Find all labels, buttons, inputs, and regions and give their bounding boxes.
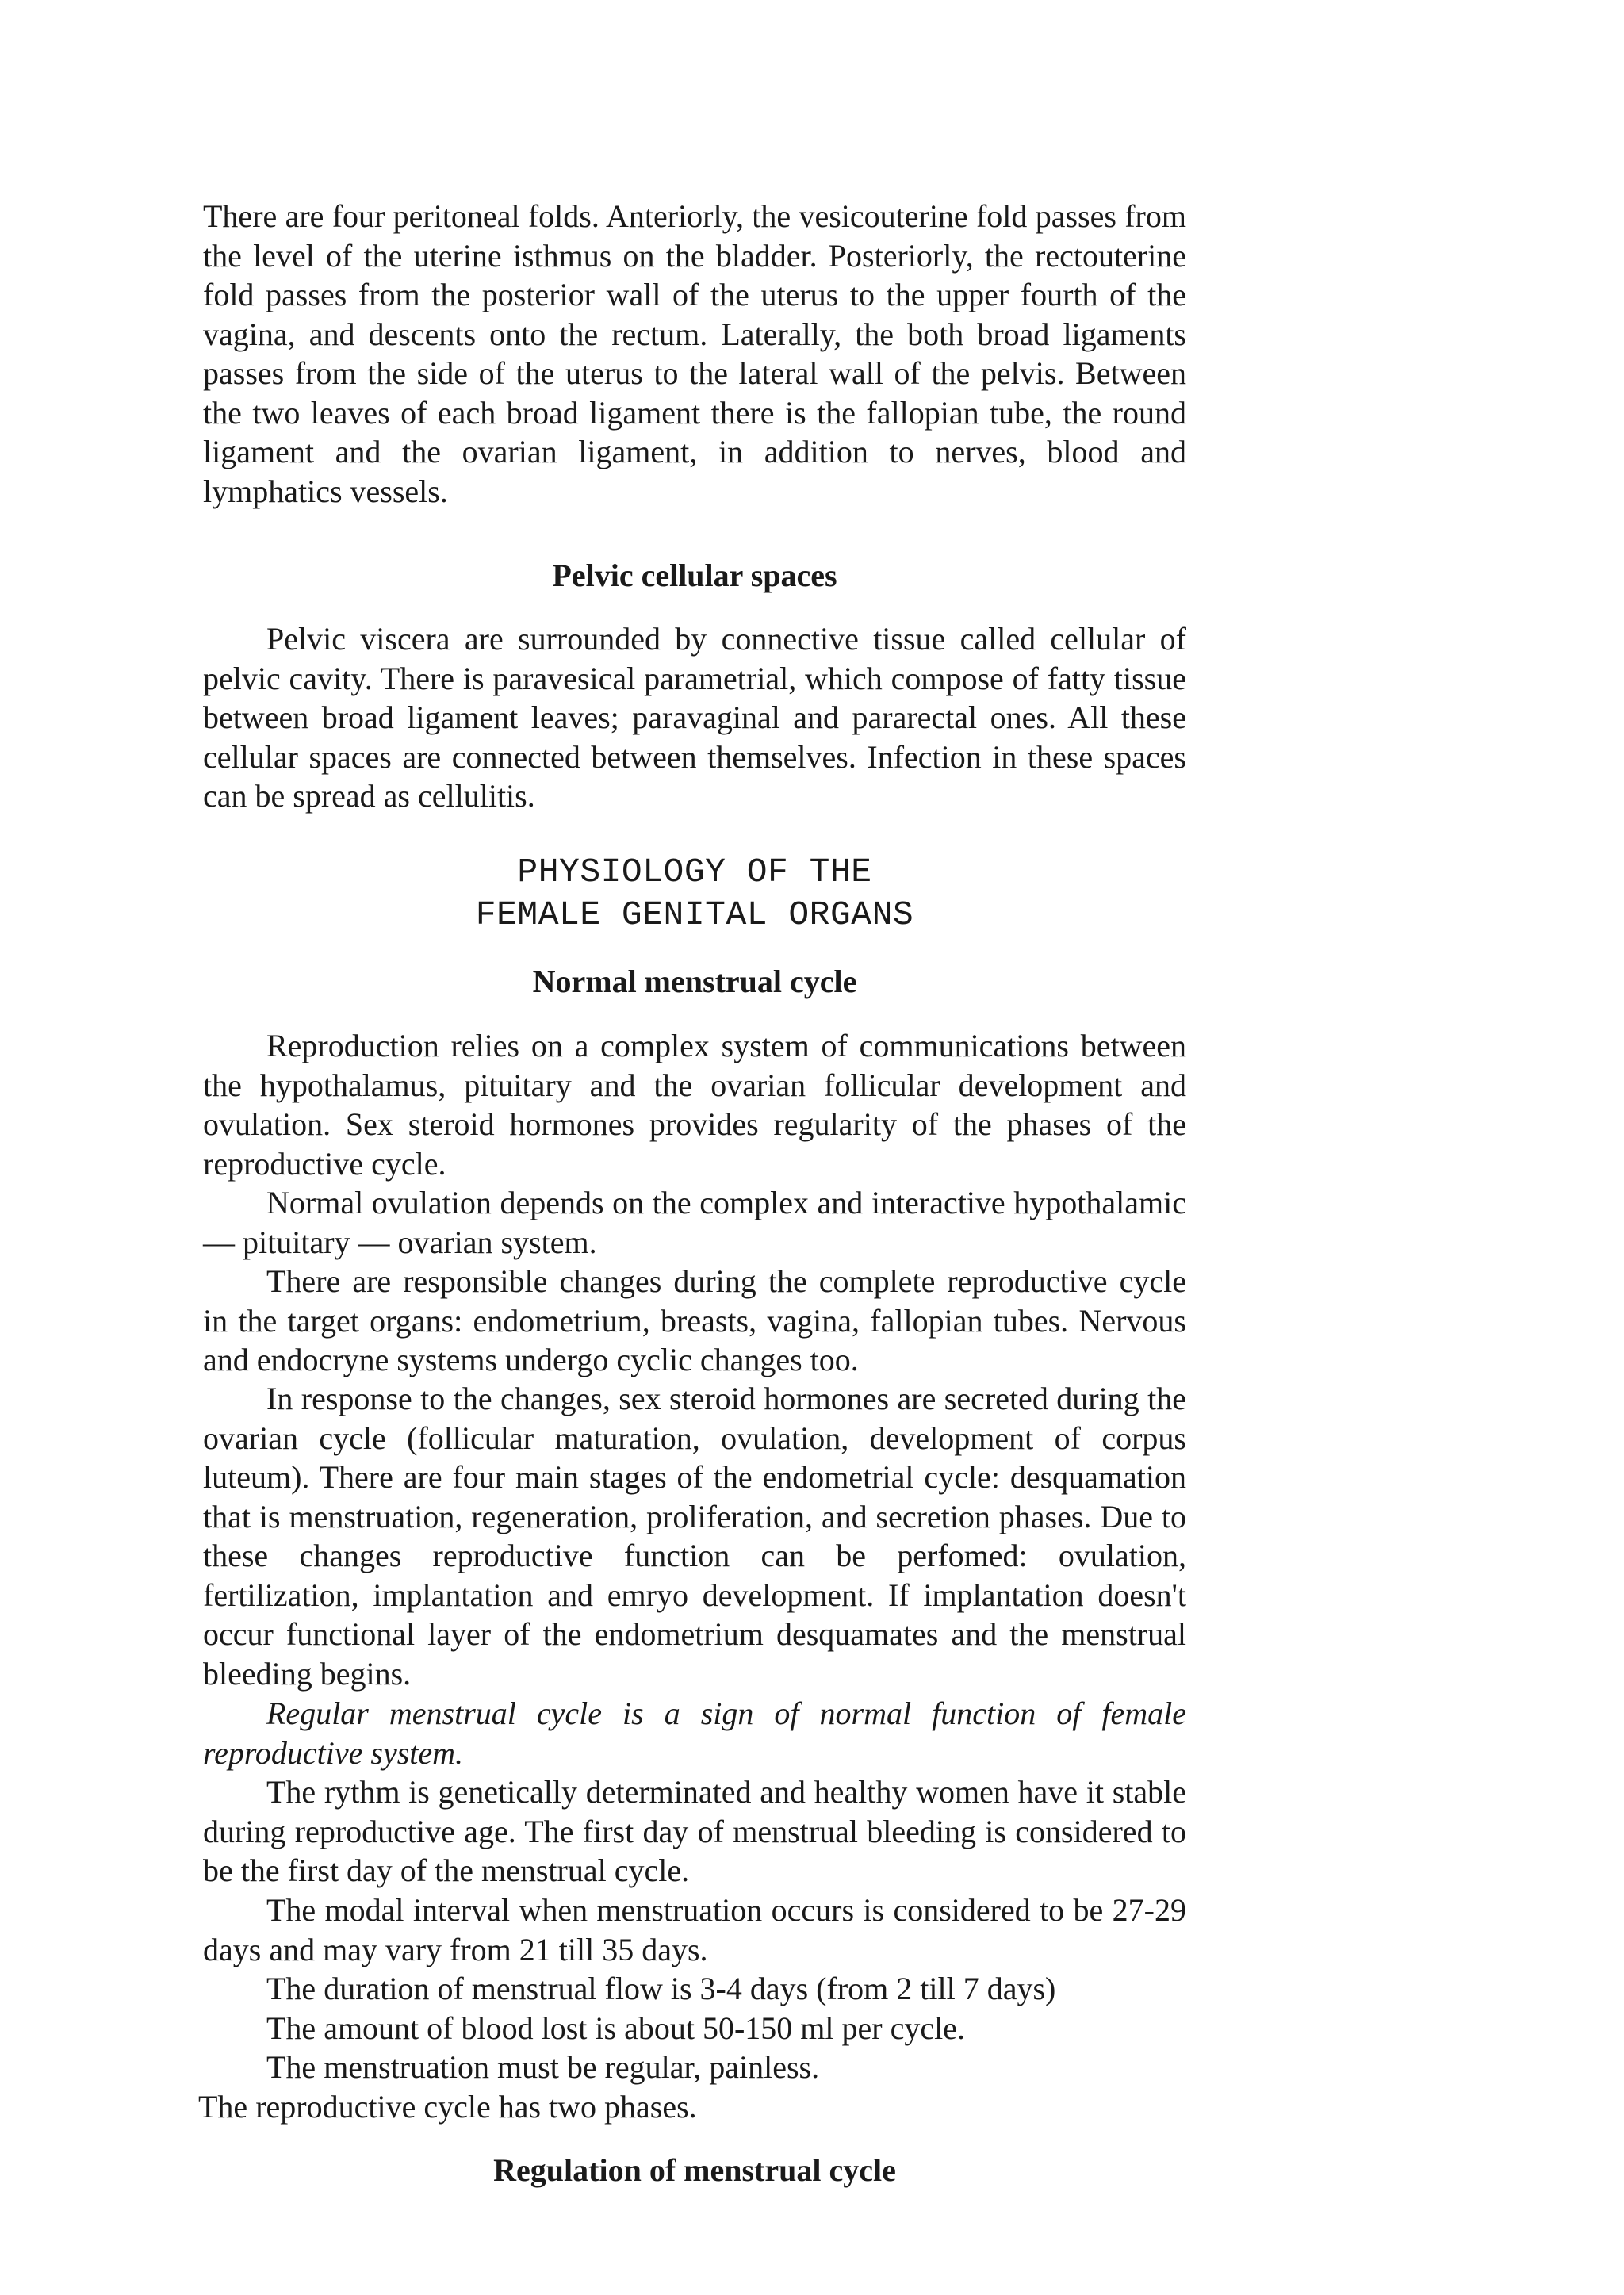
paragraph-hormone-response: In response to the changes, sex steroid hormones are secreted during the ovarian cycle (follicular maturation, ovulation, development of corpus luteum). There are four main stages of the endometrial cycle: desquamation that is menstruation, regeneration, proliferation, and secretion phases. Due to these changes reproductive function can be perfomed: ovulation, fertilization, implantation and emryo development. If implantation doesn't occur functional layer of the endometrium desquamates and the menstrual bleeding begins. <box>203 1381 1186 1692</box>
heading-pelvic-cellular-spaces: Pelvic cellular spaces <box>552 557 837 593</box>
paragraph-cellular-spaces: Pelvic viscera are surrounded by connective tissue called cellular of pelvic cavity. There is paravesical parametrial, which compose of fatty tissue between broad ligament leaves; paravaginal and pararectal ones. All these cellular spaces are connected between themselves. Infection in these spaces can be spread as cellulitis. <box>203 621 1186 814</box>
paragraph-rythm: The rythm is genetically determinated and healthy women have it stable during reproductive age. The first day of menstrual bleeding is considered to be the first day of the menstrual cycle. <box>203 1774 1186 1888</box>
paragraph-regular-cycle-italic: Regular menstrual cycle is a sign of normal function of female reproductive system. <box>203 1695 1186 1771</box>
paragraph-normal-ovulation: Normal ovulation depends on the complex and interactive hypothalamic — pituitary — ovarian system. <box>203 1185 1186 1260</box>
heading-regulation-of-menstrual-cycle: Regulation of menstrual cycle <box>493 2152 896 2188</box>
paragraph-flow-duration: The duration of menstrual flow is 3-4 days (from 2 till 7 days) <box>266 1971 1056 2006</box>
paragraph-reproduction: Reproduction relies on a complex system of communications between the hypothalamus, pituitary and the ovarian follicular development and ovulation. Sex steroid hormones provides regularity of the phases of the reproductive cycle. <box>203 1028 1186 1182</box>
paragraph-modal-interval: The modal interval when menstruation occurs is considered to be 27-29 days and may vary from 21 till 35 days. <box>203 1892 1186 1967</box>
chapter-title-line-2: FEMALE GENITAL ORGANS <box>475 895 914 934</box>
heading-normal-menstrual-cycle: Normal menstrual cycle <box>532 964 857 999</box>
paragraph-responsible-changes: There are responsible changes during the complete reproductive cycle in the target organs: endometrium, breasts, vagina, fallopian tubes. Nervous and endocryne systems undergo cyclic changes too. <box>203 1263 1186 1377</box>
chapter-title-line-1: PHYSIOLOGY OF THE <box>517 852 872 891</box>
paragraph-blood-amount: The amount of blood lost is about 50-150 ml per cycle. <box>266 2010 965 2046</box>
chapter-title <box>203 851 1186 937</box>
paragraph-regular-painless: The menstruation must be regular, painless. <box>266 2049 820 2085</box>
paragraph-peritoneal-folds: There are four peritoneal folds. Anteriorly, the vesicouterine fold passes from the level of the uterine isthmus on the bladder. Posteriorly, the rectouterine fold passes from the posterior wall of the uterus to the upper fourth of the vagina, and descents onto the rectum. Laterally, the both broad ligaments passes from the side of the uterus to the lateral wall of the pelvis. Between the two leaves of each broad ligament there is the fallopian tube, the round ligament and the ovarian ligament, in addition to nerves, blood and lymphatics vessels. <box>203 198 1186 509</box>
paragraph-two-phases: The reproductive cycle has two phases. <box>198 2089 697 2125</box>
